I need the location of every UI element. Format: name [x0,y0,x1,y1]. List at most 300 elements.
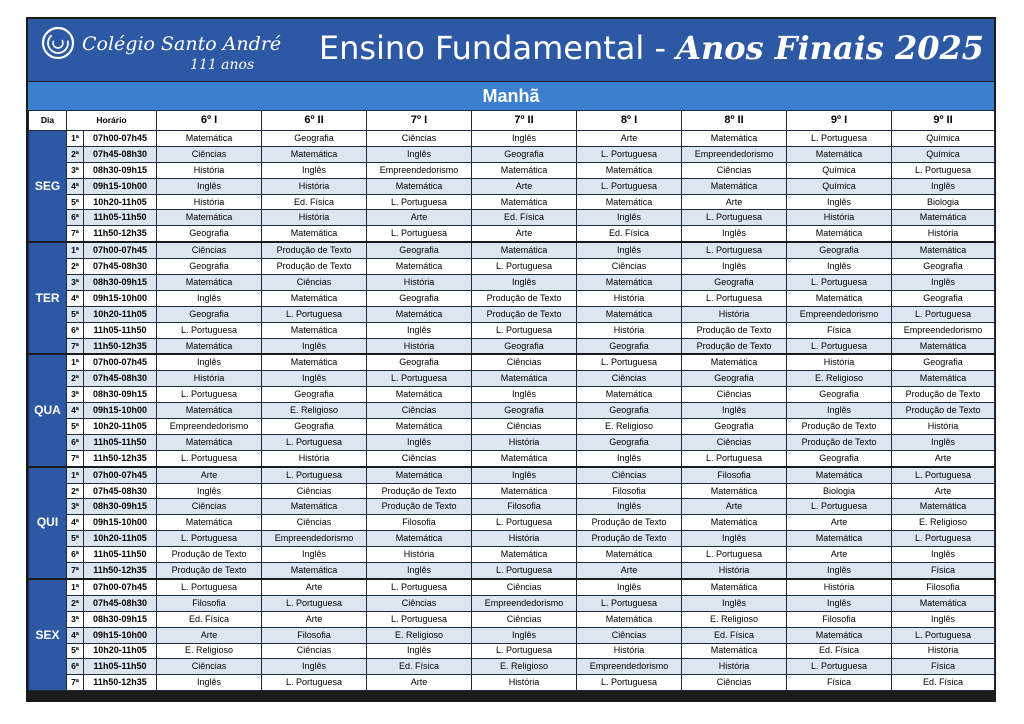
subject-cell: Geografia [157,306,262,322]
subject-cell: Geografia [157,259,262,275]
subject-cell: Matemática [892,499,995,515]
subject-cell: Filosofia [472,499,577,515]
day-label: SEX [29,579,67,691]
subject-cell: Matemática [892,371,995,387]
subject-cell: História [577,322,682,338]
subject-cell: L. Portuguesa [892,627,995,643]
subject-cell: Matemática [472,547,577,563]
subject-cell: Geografia [472,146,577,162]
table-row [29,499,995,515]
subject-cell: Inglês [472,467,577,483]
subject-cell: Inglês [472,275,577,291]
subject-cell: Geografia [367,354,472,370]
subject-cell: Matemática [682,178,787,194]
subject-cell: Inglês [787,194,892,210]
subject-cell: L. Portuguesa [472,322,577,338]
period-number: 5ª [67,643,84,659]
period-number: 3ª [67,611,84,627]
period-time: 07h00-07h45 [84,354,157,370]
subject-cell: Ciências [682,434,787,450]
subject-cell: Ciências [262,515,367,531]
subject-cell: Inglês [682,531,787,547]
subject-cell: Matemática [157,275,262,291]
subject-cell: Arte [367,675,472,691]
subject-cell: Matemática [787,531,892,547]
subject-cell: Física [892,659,995,675]
table-row [29,450,995,466]
subject-cell: L. Portuguesa [577,354,682,370]
subject-cell: L. Portuguesa [367,611,472,627]
subject-cell: Geografia [262,131,367,147]
period-number: 4ª [67,290,84,306]
subject-cell: L. Portuguesa [157,531,262,547]
subject-cell: L. Portuguesa [682,290,787,306]
subject-cell: Matemática [472,371,577,387]
subject-cell: Ciências [262,275,367,291]
period-number: 6ª [67,322,84,338]
subject-cell: História [472,434,577,450]
period-number: 2ª [67,146,84,162]
subject-cell: Matemática [157,210,262,226]
table-row [29,627,995,643]
period-number: 2ª [67,483,84,499]
table-row [29,306,995,322]
subject-cell: História [682,563,787,579]
subject-cell: Matemática [472,242,577,258]
subject-cell: L. Portuguesa [787,131,892,147]
table-row [29,275,995,291]
subject-cell: L. Portuguesa [892,531,995,547]
subject-cell: Matemática [367,259,472,275]
subject-cell: Ciências [472,354,577,370]
subject-cell: Química [787,162,892,178]
subject-cell: Geografia [577,338,682,354]
subject-cell: Filosofia [892,579,995,595]
period-number: 3ª [67,387,84,403]
subject-cell: Produção de Texto [262,242,367,258]
period-time: 08h30-09h15 [84,611,157,627]
table-row [29,162,995,178]
table-row [29,242,995,258]
subject-cell: Ciências [472,611,577,627]
subject-cell: História [787,210,892,226]
period-time: 10h20-11h05 [84,531,157,547]
subject-cell: Ciências [682,162,787,178]
period-time: 10h20-11h05 [84,419,157,435]
subject-cell: Inglês [472,131,577,147]
subject-cell: Empreendedorismo [367,162,472,178]
subject-cell: Geografia [367,290,472,306]
subject-cell: Ciências [577,259,682,275]
subject-cell: Matemática [787,226,892,242]
subject-cell: Produção de Texto [367,483,472,499]
subject-cell: Matemática [577,194,682,210]
subject-cell: Matemática [892,242,995,258]
table-row [29,194,995,210]
subject-cell: Empreendedorismo [682,146,787,162]
period-time: 08h30-09h15 [84,162,157,178]
period-number: 4ª [67,178,84,194]
subject-cell: Ciências [367,450,472,466]
subject-cell: Arte [892,483,995,499]
col-header-day: Dia [29,111,67,131]
subject-cell: História [472,531,577,547]
subject-cell: Ed. Física [367,659,472,675]
subject-cell: Matemática [787,627,892,643]
subject-cell: Matemática [262,226,367,242]
subject-cell: L. Portuguesa [367,579,472,595]
subject-cell: E. Religioso [157,643,262,659]
subject-cell: Inglês [157,290,262,306]
subject-cell: Arte [682,194,787,210]
table-row [29,403,995,419]
subject-cell: História [262,450,367,466]
subject-cell: Arte [472,226,577,242]
subject-cell: Matemática [262,290,367,306]
subject-cell: Ciências [682,387,787,403]
subject-cell: E. Religioso [577,419,682,435]
page-title [319,29,984,67]
subject-cell: Inglês [367,322,472,338]
subject-cell: Arte [577,563,682,579]
subject-cell: Geografia [682,275,787,291]
subject-cell: História [367,338,472,354]
period-time: 11h05-11h50 [84,434,157,450]
period-time: 09h15-10h00 [84,627,157,643]
period-time: 11h05-11h50 [84,210,157,226]
period-time: 11h50-12h35 [84,450,157,466]
subject-cell: Produção de Texto [892,387,995,403]
period-number: 7ª [67,450,84,466]
period-time: 09h15-10h00 [84,178,157,194]
subject-cell: Matemática [577,611,682,627]
subject-cell: Matemática [472,450,577,466]
subject-cell: História [157,194,262,210]
subject-cell: L. Portuguesa [472,259,577,275]
subject-cell: L. Portuguesa [367,226,472,242]
table-row [29,515,995,531]
subject-cell: L. Portuguesa [682,210,787,226]
subject-cell: Química [892,146,995,162]
col-header-class: 8º II [682,111,787,131]
subject-cell: Ciências [157,659,262,675]
subject-cell: L. Portuguesa [787,275,892,291]
school-years: 111 anos [190,57,255,73]
subject-cell: Geografia [682,419,787,435]
subject-cell: Matemática [367,178,472,194]
subject-cell: Ciências [472,579,577,595]
subject-cell: Inglês [682,226,787,242]
subject-cell: Empreendedorismo [262,531,367,547]
subject-cell: Produção de Texto [787,419,892,435]
subject-cell: Arte [787,515,892,531]
table-row [29,611,995,627]
period-time: 10h20-11h05 [84,643,157,659]
subject-cell: E. Religioso [787,371,892,387]
subject-cell: Matemática [262,322,367,338]
period-number: 4ª [67,403,84,419]
subject-cell: L. Portuguesa [682,547,787,563]
subject-cell: Matemática [262,354,367,370]
school-logo [40,25,280,75]
subject-cell: Matemática [262,146,367,162]
subject-cell: História [787,579,892,595]
subject-cell: Ed. Física [472,210,577,226]
subject-cell: Empreendedorismo [787,306,892,322]
subject-cell: L. Portuguesa [262,595,367,611]
table-row [29,354,995,370]
subject-cell: Inglês [892,178,995,194]
subject-cell: Empreendedorismo [157,419,262,435]
subject-cell: Geografia [787,450,892,466]
table-row [29,226,995,242]
subject-cell: Matemática [472,194,577,210]
subject-cell: Inglês [157,483,262,499]
period-number: 7ª [67,563,84,579]
subject-cell: Empreendedorismo [472,595,577,611]
subject-cell: Matemática [157,338,262,354]
subject-cell: Geografia [472,403,577,419]
subject-cell: Matemática [682,354,787,370]
subject-cell: L. Portuguesa [262,306,367,322]
subject-cell: Inglês [262,338,367,354]
subject-cell: Ed. Física [577,226,682,242]
subject-cell: L. Portuguesa [787,659,892,675]
subject-cell: L. Portuguesa [577,675,682,691]
period-time: 11h50-12h35 [84,563,157,579]
subject-cell: Matemática [157,403,262,419]
subject-cell: Produção de Texto [472,306,577,322]
subject-cell: História [892,643,995,659]
period-number: 6ª [67,434,84,450]
subject-cell: Matemática [262,563,367,579]
subject-cell: L. Portuguesa [472,643,577,659]
period-number: 2ª [67,595,84,611]
subject-cell: Inglês [892,547,995,563]
subject-cell: Ciências [157,146,262,162]
subject-cell: L. Portuguesa [262,467,367,483]
subject-cell: Filosofia [577,483,682,499]
subject-cell: Produção de Texto [682,338,787,354]
period-number: 1ª [67,354,84,370]
period-number: 4ª [67,627,84,643]
subject-cell: L. Portuguesa [157,450,262,466]
subject-cell: Geografia [787,242,892,258]
col-header-class: 9º I [787,111,892,131]
subject-cell: L. Portuguesa [157,322,262,338]
subject-cell: Geografia [262,419,367,435]
col-header-class: 9º II [892,111,995,131]
subject-cell: Produção de Texto [262,259,367,275]
subject-cell: Matemática [787,467,892,483]
subject-cell: História [787,354,892,370]
period-number: 1ª [67,131,84,147]
subject-cell: História [367,547,472,563]
subject-cell: Ciências [682,675,787,691]
subject-cell: L. Portuguesa [157,387,262,403]
subject-cell: Inglês [787,259,892,275]
subject-cell: Geografia [787,387,892,403]
school-name: Colégio Santo André [82,33,282,55]
period-number: 3ª [67,162,84,178]
subject-cell: Ciências [367,595,472,611]
table-row [29,419,995,435]
day-label: QUA [29,354,67,466]
subject-cell: Inglês [262,162,367,178]
period-number: 1ª [67,579,84,595]
subject-cell: Matemática [472,483,577,499]
table-row [29,371,995,387]
subject-cell: Inglês [577,450,682,466]
subject-cell: Inglês [577,579,682,595]
subject-cell: Física [892,563,995,579]
subject-cell: Inglês [892,275,995,291]
subject-cell: Ed. Física [892,675,995,691]
subject-cell: Filosofia [367,515,472,531]
subject-cell: L. Portuguesa [682,242,787,258]
period-time: 11h05-11h50 [84,659,157,675]
period-number: 2ª [67,259,84,275]
subject-cell: Matemática [157,434,262,450]
period-number: 7ª [67,338,84,354]
subject-cell: História [892,226,995,242]
subject-cell: Filosofia [682,467,787,483]
day-label: TER [29,242,67,354]
subject-cell: História [262,178,367,194]
subject-cell: Geografia [577,434,682,450]
subject-cell: E. Religioso [262,403,367,419]
table-row [29,675,995,691]
table-row [29,563,995,579]
period-time: 09h15-10h00 [84,290,157,306]
period-time: 11h50-12h35 [84,338,157,354]
period-time: 07h00-07h45 [84,467,157,483]
period-time: 11h50-12h35 [84,226,157,242]
title-accent: Anos Finais 2025 [676,29,984,67]
subject-cell: L. Portuguesa [892,162,995,178]
period-time: 11h05-11h50 [84,322,157,338]
schedule-body [29,131,995,691]
table-row [29,290,995,306]
table-row [29,659,995,675]
schedule-sheet [26,17,996,702]
subject-cell: Arte [787,547,892,563]
subject-cell: Arte [262,579,367,595]
table-row [29,595,995,611]
subject-cell: Matemática [577,547,682,563]
subject-cell: História [892,419,995,435]
subject-cell: Inglês [892,434,995,450]
subject-cell: L. Portuguesa [262,434,367,450]
subject-cell: Inglês [787,563,892,579]
subject-cell: Arte [577,131,682,147]
subject-cell: Geografia [892,290,995,306]
subject-cell: História [262,210,367,226]
subject-cell: L. Portuguesa [157,579,262,595]
subject-cell: Inglês [472,627,577,643]
period-number: 5ª [67,531,84,547]
period-time: 07h45-08h30 [84,259,157,275]
table-row [29,579,995,595]
subject-cell: Produção de Texto [157,563,262,579]
subject-cell: História [367,275,472,291]
subject-cell: L. Portuguesa [262,675,367,691]
period-number: 7ª [67,226,84,242]
subject-cell: Ed. Física [262,194,367,210]
subject-cell: Ciências [577,627,682,643]
subject-cell: Ciências [577,467,682,483]
period-time: 07h45-08h30 [84,146,157,162]
col-header-class: 7º I [367,111,472,131]
table-row [29,338,995,354]
subject-cell: Arte [157,627,262,643]
subject-cell: L. Portuguesa [472,515,577,531]
col-header-class: 6º II [262,111,367,131]
subject-cell: Geografia [472,338,577,354]
subject-cell: L. Portuguesa [577,146,682,162]
title-main: Ensino Fundamental - [318,29,677,67]
subject-cell: L. Portuguesa [472,563,577,579]
subject-cell: Ciências [262,483,367,499]
subject-cell: Ciências [472,419,577,435]
subject-cell: Inglês [367,643,472,659]
table-row [29,531,995,547]
day-label: QUI [29,467,67,579]
subject-cell: Matemática [682,579,787,595]
subject-cell: Inglês [892,611,995,627]
period-number: 4ª [67,515,84,531]
period-number: 6ª [67,659,84,675]
subject-cell: L. Portuguesa [787,499,892,515]
col-header-class: 6º I [157,111,262,131]
subject-cell: Geografia [892,354,995,370]
subject-cell: Produção de Texto [577,515,682,531]
period-time: 07h45-08h30 [84,483,157,499]
subject-cell: L. Portuguesa [367,371,472,387]
subject-cell: Matemática [892,338,995,354]
subject-cell: Geografia [157,226,262,242]
subject-cell: Ciências [262,643,367,659]
subject-cell: História [157,162,262,178]
subject-cell: Inglês [262,547,367,563]
subject-cell: Inglês [262,371,367,387]
day-label: SEG [29,131,67,243]
period-time: 09h15-10h00 [84,403,157,419]
period-time: 10h20-11h05 [84,306,157,322]
subject-cell: Inglês [157,675,262,691]
subject-cell: Matemática [892,210,995,226]
period-number: 6ª [67,210,84,226]
subject-cell: Filosofia [262,627,367,643]
period-number: 2ª [67,371,84,387]
period-time: 07h00-07h45 [84,242,157,258]
subject-cell: Produção de Texto [787,434,892,450]
subject-cell: História [157,371,262,387]
subject-cell: Geografia [682,371,787,387]
subject-cell: Arte [892,450,995,466]
subject-cell: Inglês [577,210,682,226]
period-time: 11h05-11h50 [84,547,157,563]
subject-cell: Química [787,178,892,194]
col-header-time: Horário [67,111,157,131]
subject-cell: Inglês [367,146,472,162]
table-row [29,483,995,499]
table-row [29,322,995,338]
table-row [29,146,995,162]
period-time: 08h30-09h15 [84,275,157,291]
subject-cell: L. Portuguesa [787,338,892,354]
period-number: 5ª [67,419,84,435]
